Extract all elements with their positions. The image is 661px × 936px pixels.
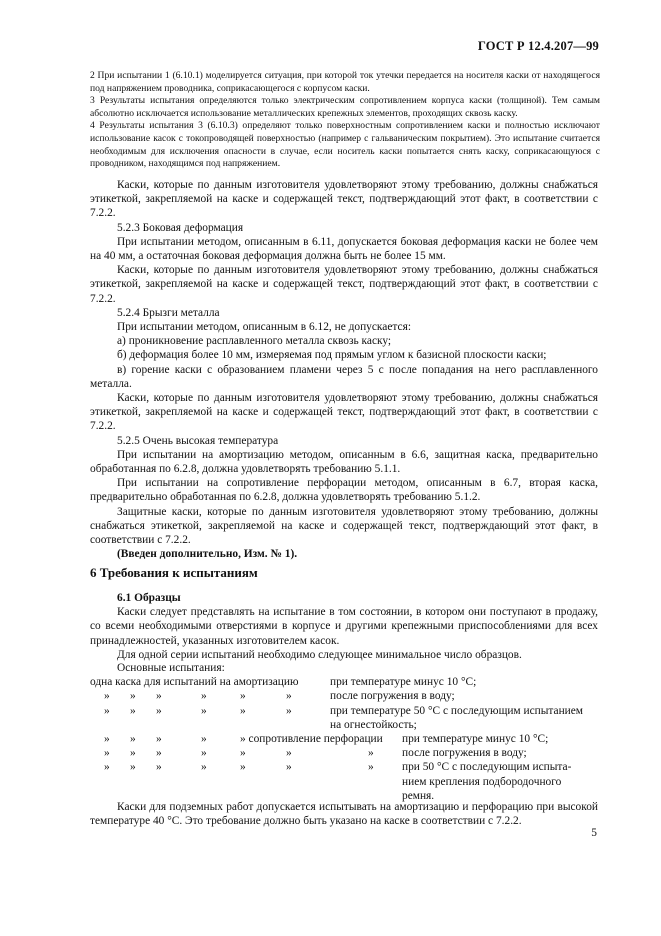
note-4: 4 Результаты испытания 3 (6.10.3) определяют только поверхностным сопротивлением каски и полностью исключают использование касок с токопроводящей поверхностью (например с гальваническим покрытием). Это испытание считается необходимым для исключения опасности в случае, если носитель каски попытается снять каску, соприкасающуюся с проводником, находящимся под напряжением.	[90, 120, 600, 170]
ditto-mark: »	[286, 690, 292, 703]
subsection-5-2-3-label: Каски, которые по данным изготовителя удовлетворяют этому требованию, должны снабжаться этикеткой, закрепляемой на каске и содержащей текст, подтверждающий этот факт, в соответствии с 7.2.2.	[90, 264, 598, 305]
ditto-mark: »	[156, 732, 162, 745]
underground-helmets-paragraph: Каски для подземных работ допускается испытывать на амортизацию и перфорацию при высокой температуре 40 °С. Это требование должно быть указано на каске в соответствии с 7.2.2.	[90, 801, 598, 828]
amendment-note: (Введен дополнительно, Изм. № 1).	[117, 548, 298, 561]
ditto-mark: »	[130, 732, 136, 745]
note-2: 2 При испытании 1 (6.10.1) моделируется ситуация, при которой ток утечки передается на носителя каски от находящегося под напряжением проводника, соприкасающегося с корпусом каски.	[90, 70, 600, 94]
subsection-6-1-p1: Каски следует представлять на испытание в том состоянии, в котором они поступают в продажу, со всеми необходимыми отверстиями в корпусе и другими крепежными приспособлениями для всех принадлежностей, указанных изготовителем касок.	[90, 606, 598, 647]
row6-condition: при 50 °С с последующим испыта-	[402, 761, 572, 774]
subsection-5-2-3-title: 5.2.3 Боковая деформация	[117, 221, 244, 234]
ditto-mark: »	[104, 690, 110, 703]
ditto-mark: »	[104, 747, 110, 760]
subsection-5-2-4-text: При испытании методом, описанным в 6.12, не допускается:	[117, 321, 411, 334]
row6-continuation-1: нием крепления подбородочного	[402, 775, 562, 788]
subsection-5-2-5-p1: При испытании на амортизацию методом, описанным в 6.6, защитная каска, предварительно обработанная по 6.2.8, должна удовлетворять требованию 5.1.1.	[90, 448, 598, 476]
ditto-mark: »	[156, 747, 162, 760]
ditto-mark: »	[104, 732, 110, 745]
ditto-mark: »	[201, 690, 207, 703]
subsection-5-2-4-title: 5.2.4 Брызги металла	[117, 306, 220, 319]
row4-condition: при температуре минус 10 °С;	[402, 732, 549, 745]
list-item-c: в) горение каски с образованием пламени через 5 с после попадания на него расплавленного металла.	[90, 363, 598, 390]
ditto-mark: »	[201, 747, 207, 760]
ditto-mark: »	[240, 747, 246, 760]
ditto-mark: »	[130, 690, 136, 703]
ditto-mark: »	[368, 761, 374, 774]
subsection-5-2-4-label: Каски, которые по данным изготовителя удовлетворяют этому требованию, должны снабжаться этикеткой, закрепляемой на каске и содержащей текст, подтверждающий этот факт, в соответствии с 7.2.2.	[90, 392, 598, 433]
subsection-5-2-5-p3: Защитные каски, которые по данным изготовителя удовлетворяют этому требованию, должны снабжаться этикеткой, закрепляемой на каске и содержащей текст, подтверждающий этот факт, в соответствии с 7.2.2.	[90, 505, 598, 547]
row1-condition: при температуре минус 10 °С;	[330, 676, 477, 689]
row2-condition: после погружения в воду;	[330, 690, 455, 703]
label-paragraph-intro: Каски, которые по данным изготовителя удовлетворяют этому требованию, должны снабжаться этикеткой, закрепляемой на каске и содержащей текст, подтверждающий этот факт, в соответствии с 7.2.2.	[90, 179, 598, 220]
list-item-b: б) деформация более 10 мм, измеряемая под прямым углом к базисной плоскости каски;	[117, 349, 547, 362]
subsection-5-2-3-text: При испытании методом, описанным в 6.11, допускается боковая деформация каски не более чем на 40 мм, а остаточная боковая деформация должна быть не более 15 мм.	[90, 235, 598, 263]
subsection-5-2-5-p2: При испытании на сопротивление перфорации методом, описанным в 6.7, вторая каска, предварительно обработанная по 6.2.8, должна удовлетворять требованию 5.1.2.	[90, 477, 598, 504]
ditto-mark: »	[240, 704, 246, 717]
ditto-mark: »	[156, 704, 162, 717]
page-number: 5	[591, 827, 597, 839]
row3-continuation: на огнестойкость;	[330, 718, 417, 731]
list-item-a: а) проникновение расплавленного металла сквозь каску;	[117, 335, 392, 348]
final-paragraph-block	[90, 800, 598, 828]
ditto-mark: »	[368, 747, 374, 760]
ditto-mark: »	[286, 704, 292, 717]
ditto-mark: »	[240, 690, 246, 703]
section-5-block	[90, 178, 598, 561]
ditto-mark: »	[104, 704, 110, 717]
ditto-mark: »	[201, 732, 207, 745]
ditto-mark: »	[201, 761, 207, 774]
section-6-1-block	[90, 591, 598, 662]
ditto-mark: »	[156, 761, 162, 774]
ditto-mark: »	[286, 761, 292, 774]
ditto-mark: »	[130, 747, 136, 760]
note-3: 3 Результаты испытания определяются только электрическим сопротивлением корпуса каски (толщиной). Тем самым абсолютно исключается использование металлических крепежных элементов, проходящих сквозь каску.	[90, 95, 600, 119]
basic-tests-label: Основные испытания:	[117, 662, 225, 674]
row3-condition: при температуре 50 °С с последующим испытанием	[330, 704, 584, 717]
ditto-mark: »	[130, 704, 136, 717]
samples-list	[90, 661, 600, 803]
subsection-5-2-5-title: 5.2.5 Очень высокая температура	[117, 434, 279, 447]
row4-subject: » сопротивление перфорации	[240, 732, 383, 745]
subsection-6-1-p2: Для одной серии испытаний необходимо следующее минимальное число образцов.	[117, 648, 522, 661]
ditto-mark: »	[240, 761, 246, 774]
row6-continuation-2: ремня.	[402, 789, 435, 802]
row1-subject: одна каска для испытаний на амортизацию	[90, 676, 299, 689]
ditto-mark: »	[286, 747, 292, 760]
section-6-title: 6 Требования к испытаниям	[90, 565, 258, 580]
subsection-6-1-title: 6.1 Образцы	[117, 592, 181, 604]
ditto-mark: »	[156, 690, 162, 703]
ditto-mark: »	[104, 761, 110, 774]
document-code-header: ГОСТ Р 12.4.207—99	[477, 39, 599, 53]
ditto-mark: »	[201, 704, 207, 717]
row5-condition: после погружения в воду;	[402, 747, 527, 760]
notes-block	[90, 70, 600, 171]
ditto-mark: »	[130, 761, 136, 774]
